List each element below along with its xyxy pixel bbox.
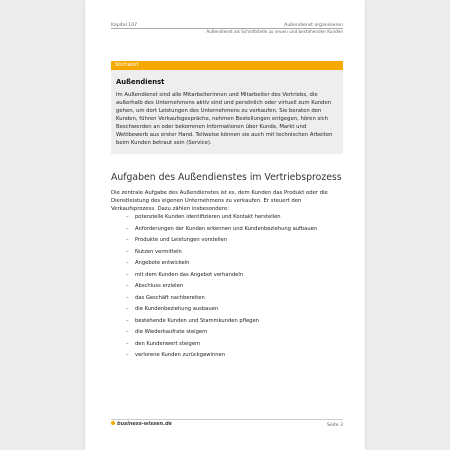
bullet-dash-icon: – [126, 260, 129, 266]
keyword-definition: Im Außendienst sind alle Mitarbeiterinnen und Mitarbeiter des Vertriebs, die außerhalb des Unternehmens aktiv sind und persönlich oder virtuell zum Kunden gehen, um dort Leistungen des Unternehmens zu verkaufen. Sie beraten den Kunden, führen Verkaufsgespräche, nehmen Bestellungen entgegen, hören sich Beschwerden an oder bekommen Informationen über Kunde, Markt und Wettbewerb aus erster Hand. Teilweise können sie auch mit technischen Arbeiten beim Kunden betraut sein (Service). [116, 92, 333, 146]
list-item [126, 283, 317, 295]
section-heading: Aufgaben des Außendienstes im Vertriebsprozess [111, 172, 342, 183]
page-number: Seite 3 [326, 423, 343, 428]
logo-dot-icon [111, 421, 115, 425]
keyword-box [111, 61, 343, 154]
footer-divider [111, 419, 343, 420]
list-item-text: potenzielle Kunden identifizieren und Kontakt herstellen [135, 214, 281, 220]
bullet-dash-icon: – [126, 271, 129, 278]
list-item-text: die Wiederkaufrate steigern [135, 329, 208, 335]
bullet-dash-icon: – [126, 352, 129, 358]
bullet-dash-icon: – [126, 317, 129, 324]
bullet-dash-icon: – [126, 248, 129, 255]
list-item [126, 341, 317, 353]
list-item [126, 237, 317, 249]
bullet-dash-icon: – [126, 340, 129, 347]
list-item-text: Abschluss erzielen [135, 283, 184, 289]
list-item-text: Nutzen vermitteln [135, 248, 182, 255]
task-list [126, 214, 317, 364]
bullet-dash-icon: – [126, 214, 129, 220]
list-item [126, 318, 317, 330]
list-item-text: mit dem Kunden das Angebot verhandeln [135, 271, 244, 278]
bullet-dash-icon: – [126, 329, 129, 335]
list-item [126, 306, 317, 318]
list-item-text: verlorene Kunden zurückgewinnen [135, 352, 225, 358]
header-title: Außendienst organisieren [284, 23, 343, 28]
list-item [126, 214, 317, 226]
list-item-text: Anforderungen der Kunden erkennen und Kundenbeziehung aufbauen [135, 225, 318, 232]
keyword-bar-label: Stichwort [111, 61, 343, 70]
list-item [126, 329, 317, 341]
header-subtitle: Außendienst als Schnittstelle zu neuen und bestehenden Kunden [206, 29, 343, 34]
list-item-text: bestehende Kunden und Stammkunden pflegen [135, 317, 259, 324]
list-item-text: das Geschäft nachbereiten [135, 294, 205, 301]
list-item [126, 260, 317, 272]
list-item-text: die Kundenbeziehung ausbauen [135, 306, 219, 312]
bullet-dash-icon: – [126, 306, 129, 312]
list-item [126, 249, 317, 261]
bullet-dash-icon: – [126, 225, 129, 232]
list-item [126, 226, 317, 238]
bullet-dash-icon: – [126, 294, 129, 301]
keyword-title: Außendienst [116, 78, 165, 86]
list-item [126, 352, 317, 364]
footer-logo-text: business-wissen.de [117, 421, 172, 427]
document-page [85, 0, 365, 450]
list-item [126, 272, 317, 284]
list-item-text: Produkte und Leistungen vorstellen [135, 237, 228, 243]
header-chapter: Kapitel 107 [111, 23, 138, 28]
bullet-dash-icon: – [126, 237, 129, 243]
section-intro: Die zentrale Aufgabe des Außendienstes ist es, dem Kunden das Produkt oder die Dienstleistung des eigenen Unternehmens zu verkaufen. Er steuert den Verkaufsprozess. Dazu zählen insbesondere: [111, 190, 328, 212]
list-item-text: den Kundenwert steigern [135, 340, 201, 347]
bullet-dash-icon: – [126, 283, 129, 289]
list-item-text: Angebote entwickeln [135, 260, 190, 266]
list-item [126, 295, 317, 307]
footer-logo[interactable] [111, 421, 172, 427]
